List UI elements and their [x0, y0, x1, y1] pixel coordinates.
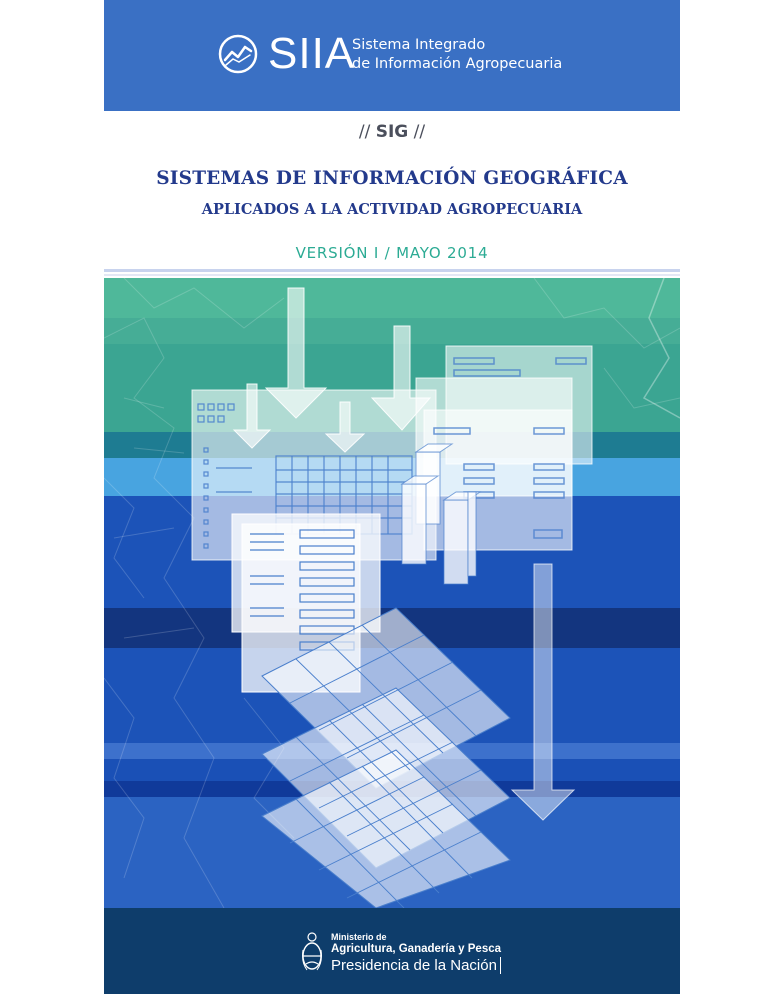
version-label: VERSIÓN I / MAYO 2014 [295, 244, 489, 262]
document-code [104, 122, 680, 142]
header-banner [104, 0, 680, 111]
code-label: SIG [375, 122, 409, 142]
presidency-name: Presidencia de la Nación [331, 957, 501, 974]
cover-illustration [104, 278, 680, 908]
code-suffix: // [408, 122, 426, 142]
logo-subtitle [352, 36, 562, 74]
document-title: SISTEMAS DE INFORMACIÓN GEOGRÁFICA [156, 168, 628, 189]
logo-subtitle-line1: Sistema Integrado [352, 37, 486, 53]
ministry-name: Agricultura, Ganadería y Pesca [331, 943, 502, 955]
ministry-prefix: Ministerio de [331, 932, 387, 942]
logo-wordmark: SIIA [268, 29, 356, 78]
document-cover [104, 0, 680, 994]
divider-light [104, 274, 680, 276]
document-subtitle: APLICADOS A LA ACTIVIDAD AGROPECUARIA [201, 201, 583, 218]
logo-subtitle-line2: de Información Agropecuaria [352, 56, 563, 72]
divider [104, 269, 680, 272]
code-prefix: // [358, 122, 376, 142]
siia-logo-icon [218, 34, 258, 74]
coat-of-arms-icon [301, 930, 323, 974]
footer-banner [104, 908, 680, 994]
